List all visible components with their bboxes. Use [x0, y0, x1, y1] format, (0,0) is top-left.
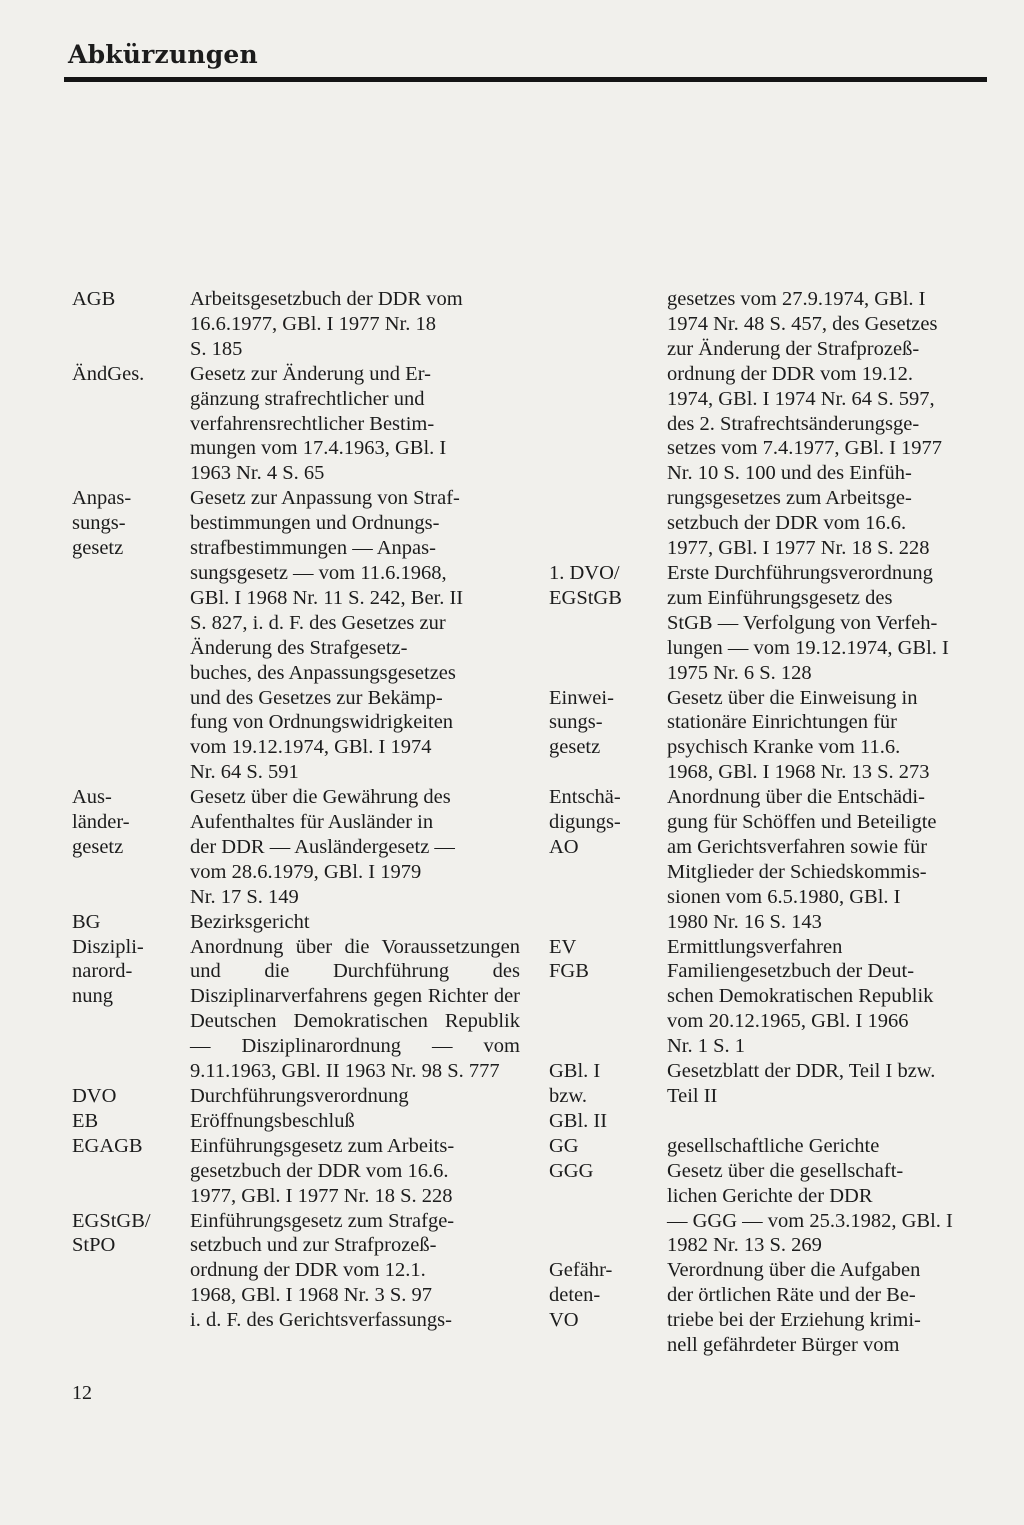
definition: Gesetz über die gesellschaft- lichen Gerichte der DDR — GGG — vom 25.3.1982, GBl. I 1982 Nr. 13 S. 269 [667, 1159, 953, 1257]
abbreviation: EV [549, 935, 577, 958]
definition: Bezirksgericht [190, 910, 310, 933]
entry-egagb [72, 1134, 520, 1209]
abbreviation: EGAGB [72, 1134, 143, 1157]
entry-eb [72, 1109, 520, 1134]
entry-gefaehrdeten-vo [549, 1258, 992, 1358]
left-column [72, 287, 520, 1333]
entry-aendges [72, 362, 520, 487]
abbreviation: GG [549, 1134, 579, 1157]
definition: Gesetz über die Einweisung in stationäre Einrichtungen für psychisch Kranke vom 11.6. 1968, GBl. I 1968 Nr. 13 S. 273 [667, 686, 930, 784]
definition: Einführungsgesetz zum Arbeits- gesetzbuch der DDR vom 16.6. 1977, GBl. I 1977 Nr. 18 S. 228 [190, 1134, 455, 1207]
definition: Eröffnungsbeschluß [190, 1109, 355, 1132]
abbreviation: Einwei- sungs- gesetz [549, 686, 614, 759]
title-rule [64, 77, 987, 82]
abbreviation: Gefähr- deten- VO [549, 1259, 613, 1332]
entry-dvo [72, 1084, 520, 1109]
entry-ev [549, 935, 992, 960]
entry-anpassungsgesetz [72, 486, 520, 785]
definition: Gesetz zur Änderung und Er- gänzung strafrechtlicher und verfahrensrechtlicher Bestim- mungen vom 17.4.1963, GBl. I 1963 Nr. 4 S. 65 [190, 362, 447, 485]
abbreviation: Diszipli- narord- nung [72, 935, 144, 1008]
abbreviation: BG [72, 910, 101, 933]
definition: gesellschaftliche Gerichte [667, 1134, 880, 1157]
abbreviation: Anpas- sungs- gesetz [72, 487, 132, 560]
abbreviation: GBl. I bzw. GBl. II [549, 1060, 608, 1132]
entry-fgb [549, 959, 992, 1059]
abbreviation: ÄndGes. [72, 362, 145, 385]
abbreviation: EB [72, 1109, 99, 1132]
definition: Verordnung über die Aufgaben der örtlichen Räte und der Be- triebe bei der Erziehung krimi- nell gefährdeter Bürger vom [667, 1259, 921, 1357]
entry-agb [72, 287, 520, 362]
definition: Anordnung über die Entschädi- gung für Schöffen und Beteiligte am Gerichtsverfahren sowie für Mitglieder der Schiedskommis- sionen vom 6.5.1980, GBl. I 1980 Nr. 16 S. 143 [667, 786, 937, 933]
definition: Erste Durchführungsverordnung zum Einführungsgesetz des StGB — Verfolgung von Verfeh- lungen — vom 19.12.1974, GBl. I 1975 Nr. 6 S. 128 [667, 561, 949, 684]
entry-disziplinarordnung [72, 935, 520, 1084]
entry-bg [72, 910, 520, 935]
abbreviation: Entschä- digungs- AO [549, 786, 621, 858]
entry-einweisungsgesetz [549, 686, 992, 786]
right-column [549, 287, 992, 1358]
definition: Gesetz zur Anpassung von Straf- bestimmungen und Ordnungs- strafbestimmungen — Anpas- sungsgesetz — vom 11.6.1968, GBl. I 1968 Nr. 11 S. 242, Ber. II S. 827, i. d. F. des Gesetzes zur Änderung des Strafgesetz- buches, des Anpassungsgesetzes und des Gesetzes zur Bekämp- fung von Ordnungswidrigkeiten vom 19.12.1974, GBl. I 1974 Nr. 64 S. 591 [190, 487, 464, 784]
page-number: 12 [72, 1382, 92, 1404]
definition: Gesetzblatt der DDR, Teil I bzw. Teil II [667, 1060, 936, 1107]
entry-auslaendergesetz [72, 785, 520, 910]
abbreviation: DVO [72, 1085, 117, 1107]
entry-gbl [549, 1059, 992, 1134]
entry-ggg [549, 1159, 992, 1259]
entry-gg [549, 1134, 992, 1159]
abbreviation: GGG [549, 1159, 594, 1182]
entry-egstgb-stpo [72, 1209, 520, 1334]
continued-definition: gesetzes vom 27.9.1974, GBl. I 1974 Nr. 48 S. 457, des Gesetzes zur Änderung der Strafprozeß- ordnung der DDR vom 19.12. 1974, GBl. I 1974 Nr. 64 S. 597, des 2. Strafrechtsänderungsge- setzes vom 7.4.1977, GBl. I 1977 Nr. 10 S. 100 und des Einfüh- rungsgesetzes zum Arbeitsge- setzbuch der DDR vom 16.6. 1977, GBl. I 1977 Nr. 18 S. 228 [667, 288, 943, 560]
definition: Arbeitsgesetzbuch der DDR vom 16.6.1977, GBl. I 1977 Nr. 18 S. 185 [190, 288, 463, 360]
abbreviation: FGB [549, 960, 589, 983]
definition: Ermittlungsverfahren [667, 935, 843, 958]
abbreviation: 1. DVO/ EGStGB [549, 561, 622, 609]
abbreviation: AGB [72, 288, 116, 310]
definition: Durchführungsverordnung [190, 1085, 409, 1107]
definition: Familiengesetzbuch der Deut- schen Demokratischen Republik vom 20.12.1965, GBl. I 1966 Nr. 1 S. 1 [667, 960, 934, 1058]
definition: Gesetz über die Gewährung des Aufenthaltes für Ausländer in der DDR — Ausländergesetz — vom 28.6.1979, GBl. I 1979 Nr. 17 S. 149 [190, 786, 455, 908]
definition: Anordnung über die Voraussetzungen und die Durchführung des Disziplinarverfahrens gegen Richter der Deutschen Demokratischen Republik — Disziplinarordnung — vom 9.11.1963, GBl. II 1963 Nr. 98 S. 777 [190, 935, 520, 1083]
entry-1-dvo-egstgb [549, 561, 992, 686]
abbreviation: EGStGB/ StPO [72, 1209, 151, 1257]
definition: Einführungsgesetz zum Strafge- setzbuch und zur Strafprozeß- ordnung der DDR vom 12.1. 1968, GBl. I 1968 Nr. 3 S. 97 i. d. F. des Gerichtsverfassungs- [190, 1209, 455, 1332]
entry-entschaedigungs-ao [549, 785, 992, 934]
page-title: Abkürzungen [68, 40, 258, 69]
abbreviation: Aus- länder- gesetz [72, 786, 130, 858]
